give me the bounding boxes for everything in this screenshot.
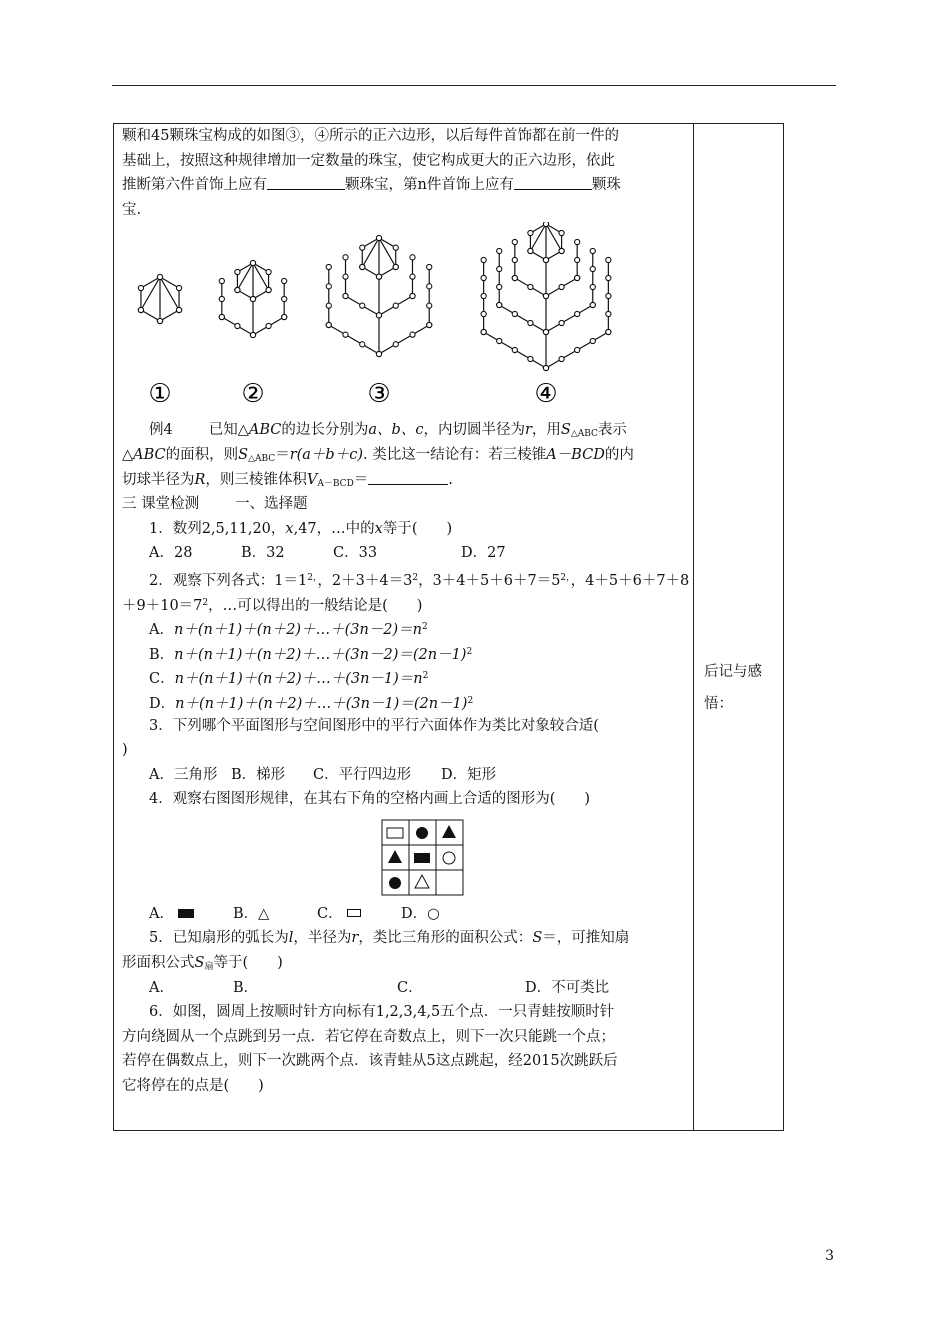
filled-triangle-icon: [442, 825, 456, 838]
bead-dot: [282, 297, 287, 302]
main-column: [122, 124, 690, 1099]
option-c[interactable]: C．33: [333, 545, 378, 562]
filled-triangle-icon: [388, 850, 402, 863]
bead-dot: [543, 258, 548, 263]
option-d[interactable]: D．27: [461, 545, 506, 562]
bead-dot: [235, 270, 240, 275]
bead-dot: [512, 258, 517, 263]
bead-dot: [157, 319, 162, 324]
bead-dot: [250, 297, 255, 302]
section-title: 三 课堂检测 一、选择题: [122, 496, 308, 513]
bead-dot: [266, 324, 271, 329]
bead-dot: [575, 348, 580, 353]
bead-dot: [219, 279, 224, 284]
question-1: 1．数列2,5,11,20，x,47，…中的x等于( ): [149, 520, 453, 537]
bead-dot: [326, 323, 331, 328]
bead-dot: [559, 249, 564, 254]
option-c[interactable]: C．: [317, 902, 401, 927]
bead-dot: [497, 267, 502, 272]
question-5-options: [122, 976, 687, 1001]
bead-dot: [343, 294, 348, 299]
bead-dot: [326, 265, 331, 270]
option-c[interactable]: C．平行四边形: [313, 766, 412, 783]
question-2-line-2: $+9+10=7^2$，…可以得出的一般结论是( ): [122, 597, 423, 614]
bead-dot: [376, 313, 381, 318]
answer-blank[interactable]: [368, 470, 448, 485]
bead-dot: [157, 275, 162, 280]
bead-dot: [250, 333, 255, 338]
reflection-column: [704, 656, 784, 720]
worksheet-table: [113, 123, 784, 1131]
bead-dot: [590, 339, 595, 344]
bead-dot: [360, 303, 365, 308]
option-b[interactable]: B．: [233, 979, 259, 996]
bead-dot: [559, 231, 564, 236]
bead-dot: [606, 258, 611, 263]
bead-dot: [427, 323, 432, 328]
question-1-options: [122, 541, 687, 566]
small-rectangle-outline-icon: [347, 909, 361, 917]
option-b[interactable]: B．32: [241, 545, 285, 562]
bead-dot: [219, 315, 224, 320]
bead-dot: [360, 245, 365, 250]
filled-circle-icon: [389, 877, 401, 889]
hexagon-figures: [122, 222, 687, 418]
question-5-line-2: 形面积公式$S_扇$等于( ): [122, 955, 283, 973]
bead-dot: [282, 279, 287, 284]
bead-dot: [606, 276, 611, 281]
bead-dot: [410, 332, 415, 337]
bead-dot: [376, 274, 381, 279]
bead-dot: [410, 274, 415, 279]
pattern-grid-figure: [122, 812, 687, 902]
figure-label: ③: [367, 379, 391, 410]
bead-dot: [497, 249, 502, 254]
question-4: 4．观察右图图形规律，在其右下角的空格内画上合适的图形为( ): [149, 791, 591, 808]
bead-dot: [235, 288, 240, 293]
bead-dot: [235, 324, 240, 329]
bead-dot: [138, 308, 143, 313]
answer-blank[interactable]: [514, 175, 592, 190]
bead-dot: [559, 321, 564, 326]
bead-dot: [343, 255, 348, 260]
figure-label: ①: [148, 379, 172, 410]
bead-dot: [590, 249, 595, 254]
bead-dot: [543, 294, 548, 299]
empty-triangle-icon: [415, 875, 429, 888]
option-d[interactable]: D．不可类比: [525, 979, 610, 996]
pattern-grid: [122, 812, 687, 902]
bead-dot: [360, 265, 365, 270]
question-6-line-4: 它将停在的点是( ): [122, 1078, 264, 1095]
bead-dot: [176, 286, 181, 291]
bead-dot: [606, 312, 611, 317]
bead-dot: [343, 274, 348, 279]
bead-dot: [543, 366, 548, 371]
filled-rectangle-icon: [178, 909, 194, 918]
bead-dot: [393, 342, 398, 347]
option-a[interactable]: A．: [149, 902, 233, 927]
bead-dot: [590, 285, 595, 290]
hexagon-jewelry-diagram: [122, 222, 687, 418]
bead-dot: [326, 284, 331, 289]
question-2-option-c[interactable]: C．$n+(n+1)+(n+2)+\dots+(3n-1)=n^2$: [149, 671, 429, 688]
bead-dot: [427, 284, 432, 289]
question-2-option-a[interactable]: A．$n+(n+1)+(n+2)+\dots+(3n-2)=n^2$: [149, 622, 428, 639]
figure-label: ④: [534, 379, 558, 410]
header-rule: [112, 85, 836, 86]
question-2-option-b[interactable]: B．$n+(n+1)+(n+2)+\dots+(3n-2)=(2n-1)^2$: [149, 646, 473, 663]
bead-dot: [326, 303, 331, 308]
intro-line-3: 推断第六件首饰上应有 颗珠宝，第n件首饰上应有 颗珠: [122, 177, 621, 194]
bead-dot: [512, 312, 517, 317]
bead-dot: [543, 222, 548, 227]
bead-dot: [410, 255, 415, 260]
option-d[interactable]: D．○: [401, 905, 440, 922]
bead-dot: [282, 315, 287, 320]
intro-line-4: 宝.: [122, 201, 142, 218]
example4-line-3: 切球半径为R，则三棱锥体积$V_{A-BCD}=$ .: [122, 471, 453, 489]
bead-dot: [376, 352, 381, 357]
bead-dot: [250, 261, 255, 266]
bead-dot: [393, 303, 398, 308]
option-a[interactable]: A．28: [149, 545, 193, 562]
bead-dot: [606, 330, 611, 335]
intro-line-1: 颗和45颗珠宝构成的如图③，④所示的正六边形，以后每件首饰都在前一件的: [122, 128, 619, 144]
bead-dot: [559, 285, 564, 290]
option-a[interactable]: A．三角形: [149, 766, 218, 783]
bead-dot: [427, 265, 432, 270]
filled-rectangle-icon: [414, 853, 430, 863]
bead-dot: [481, 312, 486, 317]
option-b[interactable]: B．△: [233, 905, 270, 922]
option-a[interactable]: A．: [149, 979, 174, 996]
question-3-line-1: 3．下列哪个平面图形与空间图形中的平行六面体作为类比对象较合适(: [149, 717, 599, 734]
bead-dot: [360, 342, 365, 347]
bead-dot: [343, 332, 348, 337]
question-6-line-2: 方向绕圆从一个点跳到另一点．若它停在奇数点上，则下一次只能跳一个点；: [122, 1028, 615, 1045]
question-3-line-2: ): [122, 742, 128, 759]
example4-line-1: 例4 已知△ABC的边长分别为a、b、c，内切圆半径为r，用$S_{\triangle ABC}$表示: [149, 422, 627, 440]
bead-dot: [481, 276, 486, 281]
bead-dot: [528, 231, 533, 236]
question-4-options: [122, 902, 687, 927]
bead-dot: [512, 276, 517, 281]
bead-dot: [266, 288, 271, 293]
column-divider: [693, 124, 694, 1130]
bead-dot: [590, 267, 595, 272]
question-5-line-1: 5．已知扇形的弧长为l，半径为r，类比三角形的面积公式：S＝，可推知扇: [149, 930, 630, 947]
bead-dot: [481, 294, 486, 299]
bead-dot: [393, 245, 398, 250]
bead-dot: [543, 330, 548, 335]
bead-dot: [512, 348, 517, 353]
question-6-line-3: 若停在偶数点上，则下一次跳两个点．该青蛙从5这点跳起，经2015次跳跃后: [122, 1053, 618, 1070]
filled-circle-icon: [416, 827, 428, 839]
empty-circle-icon: [443, 852, 455, 864]
bead-dot: [497, 339, 502, 344]
bead-dot: [481, 330, 486, 335]
question-2-line-1: 2．观察下列各式：$1=1^{2,}$，$2+3+4=3^2$，$3+4+5+6+7=5^{2,}$，4＋5＋6＋7＋8: [149, 572, 690, 589]
bead-dot: [575, 312, 580, 317]
bead-dot: [528, 249, 533, 254]
example4-line-2: △ABC的面积，则$S_{\triangle ABC}=r(a+b+c)$. 类比这一结论有：若三棱锥A－BCD的内: [122, 446, 634, 464]
question-3-options: [122, 763, 687, 788]
bead-dot: [606, 294, 611, 299]
bead-dot: [528, 357, 533, 362]
bead-dot: [138, 286, 143, 291]
bead-dot: [266, 270, 271, 275]
small-rectangle-outline-icon: [387, 828, 403, 838]
bead-dot: [590, 303, 595, 308]
page-number: 3: [825, 1248, 834, 1264]
bead-dot: [427, 303, 432, 308]
bead-dot: [575, 258, 580, 263]
question-6-line-1: 6．如图，圆周上按顺时针方向标有1,2,3,4,5五个点．一只青蛙按顺时针: [149, 1004, 615, 1021]
bead-dot: [376, 236, 381, 241]
bead-dot: [176, 308, 181, 313]
bead-dot: [528, 285, 533, 290]
reflection-label-line-1: 后记与感: [704, 664, 762, 680]
bead-dot: [393, 265, 398, 270]
reflection-label-line-2: 悟：: [704, 696, 733, 712]
bead-dot: [575, 276, 580, 281]
option-b[interactable]: B．梯形: [231, 766, 286, 783]
bead-dot: [219, 297, 224, 302]
bead-dot: [559, 357, 564, 362]
question-2-option-d[interactable]: D．$n+(n+1)+(n+2)+\dots+(3n-1)=(2n-1)^2$: [149, 695, 474, 712]
bead-dot: [512, 240, 517, 245]
bead-dot: [528, 321, 533, 326]
answer-blank[interactable]: [267, 175, 345, 190]
bead-dot: [410, 294, 415, 299]
option-d[interactable]: D．矩形: [441, 766, 497, 783]
bead-dot: [575, 240, 580, 245]
intro-line-2: 基础上，按照这种规律增加一定数量的珠宝，使它构成更大的正六边形，依此: [122, 152, 615, 169]
figure-label: ②: [241, 379, 265, 410]
option-c[interactable]: C．: [397, 979, 423, 996]
bead-dot: [481, 258, 486, 263]
bead-dot: [497, 303, 502, 308]
bead-dot: [497, 285, 502, 290]
